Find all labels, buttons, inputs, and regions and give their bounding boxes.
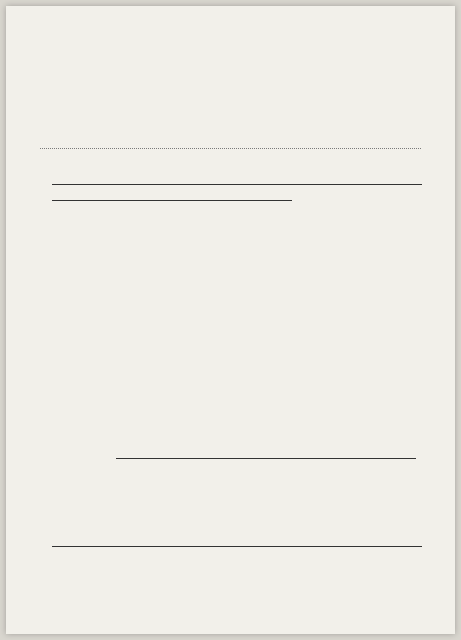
intro-line-4 bbox=[52, 98, 422, 110]
order-line-8 bbox=[52, 598, 272, 610]
priority-note bbox=[116, 446, 416, 459]
order-line-1 bbox=[104, 486, 424, 498]
section-5-line-1 bbox=[52, 618, 422, 630]
section-4-subheading bbox=[52, 188, 292, 201]
item-4 bbox=[78, 264, 418, 276]
item-8-cont bbox=[78, 370, 278, 382]
item-5 bbox=[78, 282, 418, 294]
intro-line-2 bbox=[52, 62, 422, 74]
item-1 bbox=[78, 210, 418, 222]
item-3 bbox=[78, 246, 418, 258]
item-9 bbox=[78, 388, 418, 400]
order-line-2 bbox=[52, 502, 422, 514]
intro-line-5 bbox=[52, 114, 422, 126]
order-line-3 bbox=[52, 518, 422, 530]
order-line-6 bbox=[52, 566, 422, 578]
item-7 bbox=[78, 336, 418, 348]
item-8 bbox=[78, 354, 418, 366]
item-11 bbox=[78, 464, 418, 476]
item-2 bbox=[78, 228, 418, 240]
item-5-cont bbox=[78, 298, 418, 310]
document-page bbox=[6, 6, 455, 634]
item-10-cont bbox=[78, 422, 198, 434]
order-line-7 bbox=[52, 582, 422, 594]
item-6 bbox=[78, 318, 418, 330]
order-line-4 bbox=[52, 534, 422, 547]
separator bbox=[40, 148, 421, 149]
intro-line-1 bbox=[52, 46, 422, 58]
item-10 bbox=[78, 406, 418, 418]
section-4-heading bbox=[52, 172, 422, 185]
order-line-5 bbox=[52, 550, 422, 562]
intro-line-3 bbox=[52, 82, 422, 94]
